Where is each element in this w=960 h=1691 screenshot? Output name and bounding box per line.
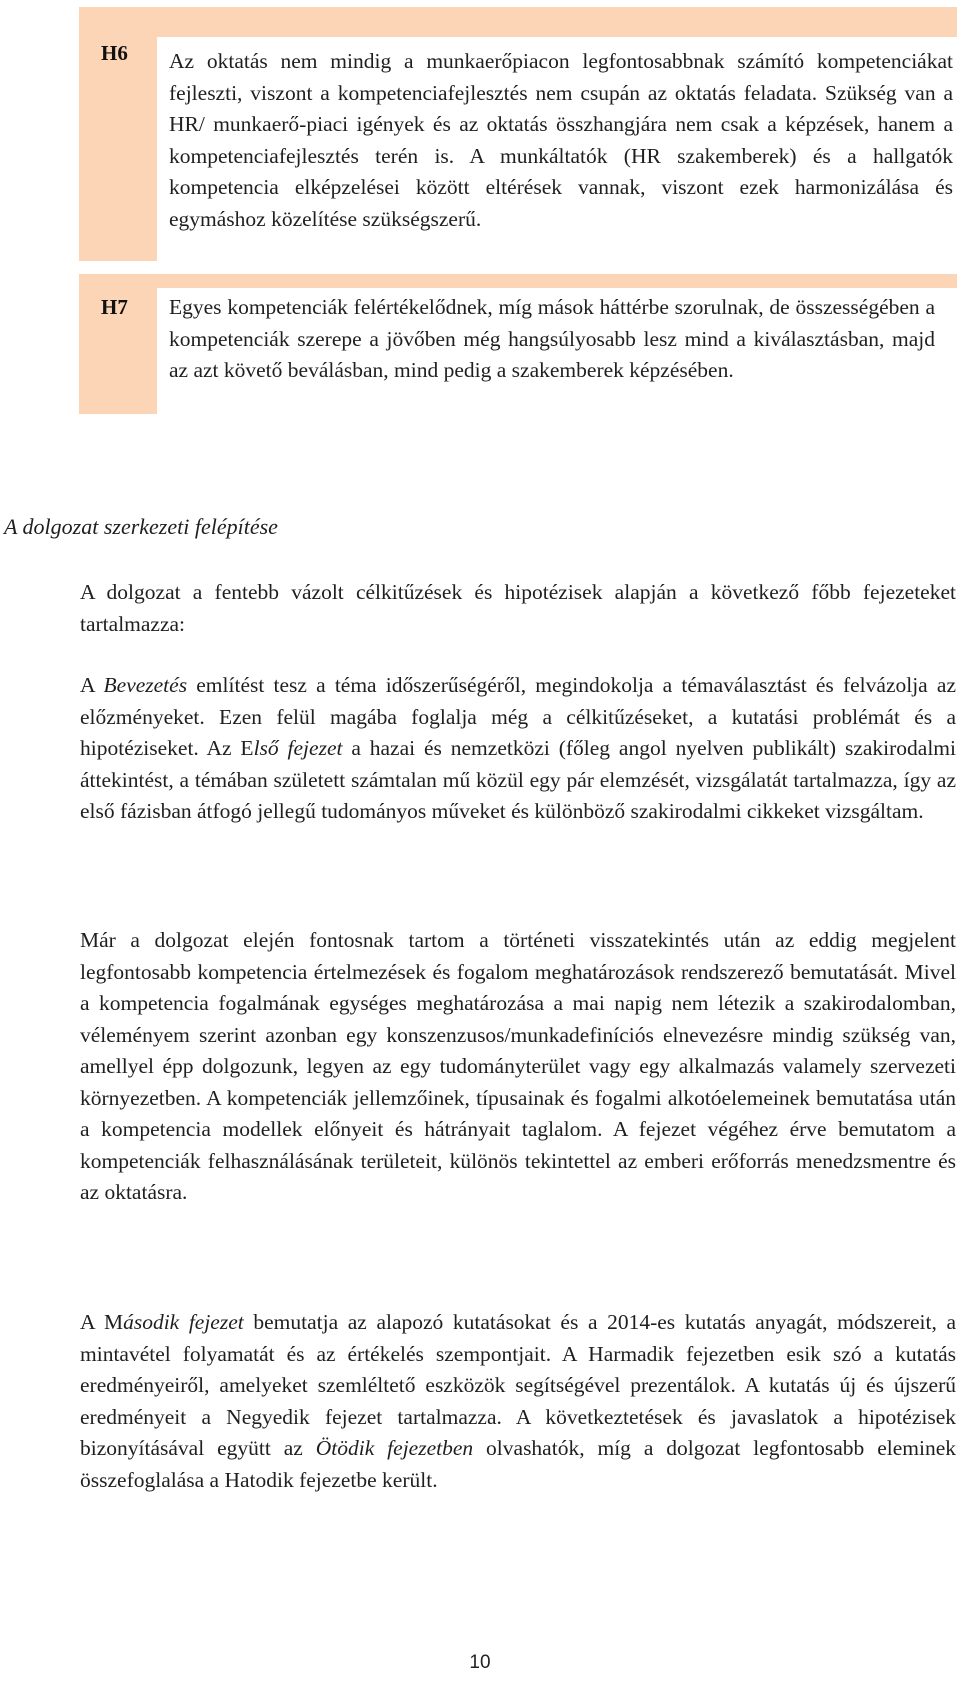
hypothesis-row-h6 <box>79 7 957 261</box>
italic-term: lső fejezet <box>253 736 343 760</box>
italic-term: Ötödik fejezetben <box>315 1436 474 1460</box>
text-run: a hazai és nemzetközi (főleg angol nyelven publikált) szakirodalmi áttekintést, a témában született számtalan mű közül egy pár elemzését, vizsgálatát tartalmazza, így az első fázisban átfogó jellegű tudományos műveket és különböző szakirodalmi cikkeket vizsgáltam. <box>80 736 957 823</box>
italic-term: Bevezetés <box>103 673 188 697</box>
paragraph-later-chapters <box>80 1307 956 1496</box>
italic-term: ásodik fejezet <box>123 1310 244 1334</box>
hypothesis-text: Az oktatás nem mindig a munkaerőpiacon legfontosabbnak számító kompetenciákat fejleszti, viszont a kompetenciafejlesztés nem csupán az oktatás feladata. Szükség van a HR/ munkaerő-piaci igények és az oktatás összhangjára nem csak a képzések, hanem a kompetenciafejlesztés terén is. A munkáltatók (HR szakemberek) és a hallgatók kompetencia elképzelései között eltérések vannak, viszont ezek harmonizálása és egymáshoz közelítése szükségszerű. <box>157 37 957 261</box>
paragraph-intro: A dolgozat a fentebb vázolt célkitűzések és hipotézisek alapján a következő főbb fejezeteket tartalmazza: <box>80 580 956 636</box>
hypothesis-table <box>79 7 957 414</box>
hypothesis-text: Egyes kompetenciák felértékelődnek, míg mások háttérbe szorulnak, de összességében a kompetenciák szerepe a jövőben még hangsúlyosabb lesz mind a kiválasztásban, majd az azt követő beválásban, mind pedig a szakemberek képzésében. <box>157 288 957 414</box>
page-number: 10 <box>469 1652 491 1673</box>
text-run: említést tesz a téma időszerűségéről, megindokolja a témaválasztást és felvázolja az előzményeket. Ezen felül magába foglalja még a célkitűzéseket, a kutatási problémát és a hipotéziseket. Az E <box>80 673 956 760</box>
text-run: A <box>80 673 104 697</box>
text-run: olvashatók, míg a dolgozat legfontosabb eleminek összefoglalása a Hatodik fejezetbe került. <box>80 1436 956 1492</box>
text-run: bemutatja az alapozó kutatásokat és a 2014-es kutatás anyagát, módszereit, a mintavétel folyamatát és az értékelés szempontjait. A Harmadik fejezetben esik szó a kutatás eredményeiről, amelyeket szemléltető eszközök segítségével prezentálok. A kutatás új és újszerű eredményeit a Negyedik fejezet tartalmazza. A következtetések és javaslatok a hipotézisek bizonyításával együtt az <box>80 1310 956 1460</box>
hypothesis-row-h7 <box>79 274 957 414</box>
section-title: A dolgozat szerkezeti felépítése <box>4 514 278 539</box>
hypothesis-label: H6 <box>101 41 128 65</box>
paragraph-introduction-chapter <box>80 670 956 828</box>
paragraph-first-chapter: Már a dolgozat elején fontosnak tartom a történeti visszatekintés után az eddig megjelent legfontosabb kompetencia értelmezések és fogalom meghatározások rendszerező bemutatását. Mivel a kompetencia fogalmának egységes meghatározása a mai napig nem létezik a szakirodalomban, véleményem szerint azonban egy konszenzusos/munkadefiníciós elnevezésre mindig szükség van, amellyel épp dolgozunk, legyen az egy tudományterület vagy egy alkalmazás valamely szervezeti környezetben. A kompetenciák jellemzőinek, típusainak és fogalmi alkotóelemeinek bemutatása után a kompetencia modellek előnyeit és hátrányait taglalom. A fejezet végéhez érve bemutatom a kompetenciák felhasználásának területeit, különös tekintettel az emberi erőforrás menedzsmentre és az oktatásra. <box>80 928 956 1204</box>
hypothesis-label: H7 <box>101 295 128 319</box>
text-run: A M <box>80 1310 124 1334</box>
